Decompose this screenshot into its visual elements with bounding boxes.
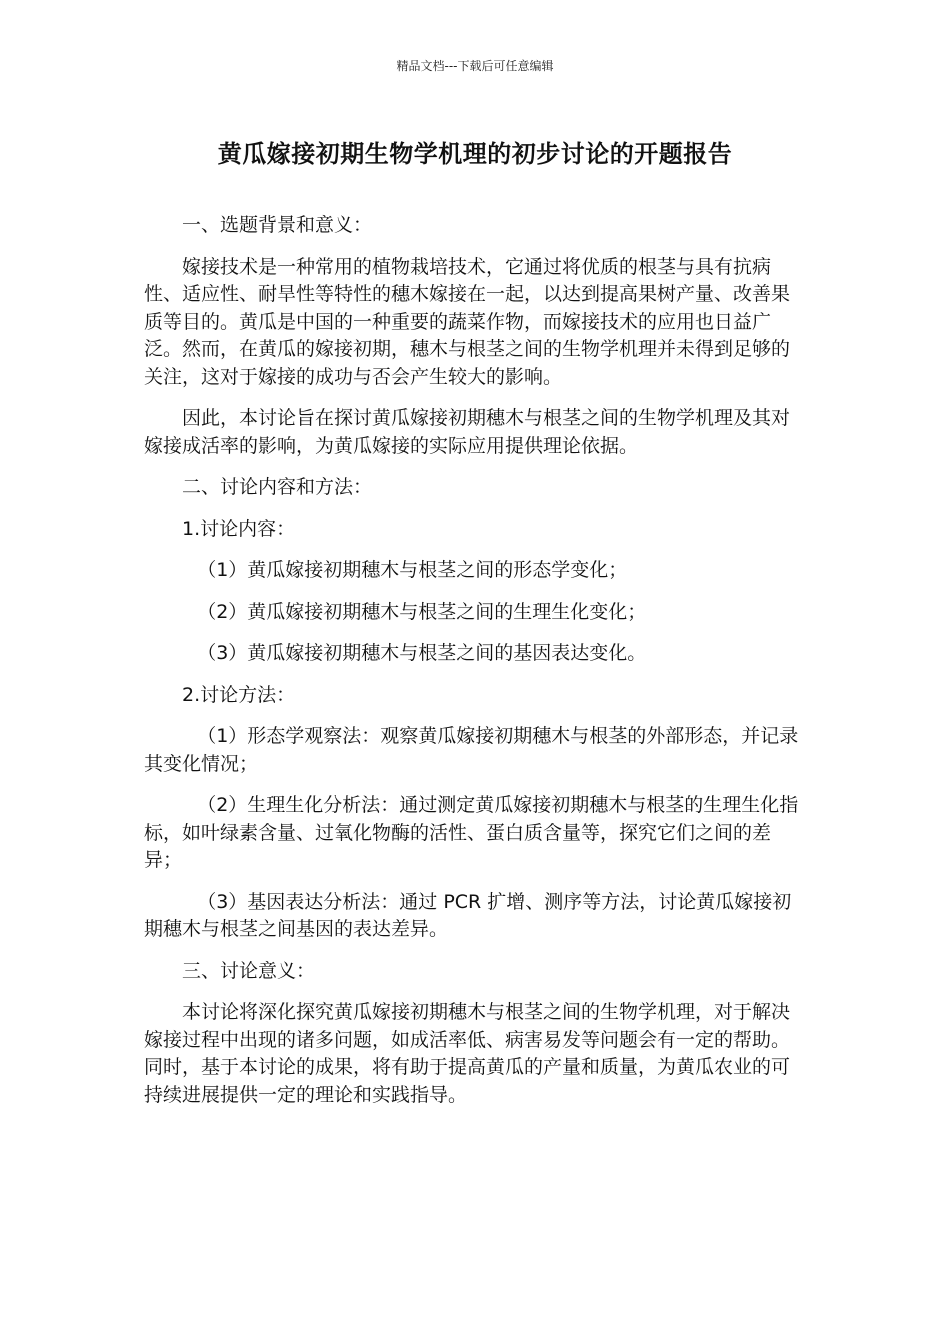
document-body — [144, 212, 806, 1123]
section-heading-background: 一、选题背景和意义： — [182, 214, 373, 236]
page-header: 精品文档---下载后可任意编辑 — [396, 59, 554, 73]
list-item-content-3: （3）黄瓜嫁接初期穗木与根茎之间的基因表达变化。 — [197, 642, 647, 664]
section-heading-significance: 三、讨论意义： — [182, 959, 316, 982]
paragraph-purpose: 因此，本讨论旨在探讨黄瓜嫁接初期穗木与根茎之间的生物学机理及其对嫁接成活率的影响，为黄瓜嫁接的实际应用提供理论依据。 — [144, 407, 791, 457]
list-item-content-2: （2）黄瓜嫁接初期穗木与根茎之间的生理生化变化； — [197, 600, 647, 623]
paragraph-background: 嫁接技术是一种常用的植物栽培技术，它通过将优质的根茎与具有抗病性、适应性、耐旱性等特性的穗木嫁接在一起，以达到提高果树产量、改善果质等目的。黄瓜是中国的一种重要的蔬菜作物，而嫁接技术的应用也日益广泛。然而，在黄瓜的嫁接初期，穗木与根茎之间的生物学机理并未得到足够的关注，这对于嫁接的成功与否会产生较大的影响。 — [144, 255, 791, 388]
list-item-method-2: （2）生理生化分析法：通过测定黄瓜嫁接初期穗木与根茎的生理生化指标，如叶绿素含量、过氧化物酶的活性、蛋白质含量等，探究它们之间的差异； — [144, 794, 799, 871]
list-item-method-3: （3）基因表达分析法：通过 PCR 扩增、测序等方法，讨论黄瓜嫁接初期穗木与根茎之间基因的表达差异。 — [144, 890, 792, 940]
subheading-methods: 2.讨论方法： — [182, 683, 296, 706]
list-item-method-1: （1）形态学观察法：观察黄瓜嫁接初期穗木与根茎的外部形态，并记录其变化情况； — [144, 725, 799, 775]
subheading-content: 1.讨论内容： — [182, 517, 296, 540]
document-title: 黄瓜嫁接初期生物学机理的初步讨论的开题报告 — [217, 140, 733, 168]
section-heading-content-methods: 二、讨论内容和方法： — [182, 476, 373, 498]
paragraph-significance: 本讨论将深化探究黄瓜嫁接初期穗木与根茎之间的生物学机理，对于解决嫁接过程中出现的诸多问题，如成活率低、病害易发等问题会有一定的帮助。同时，基于本讨论的成果，将有助于提高黄瓜的产量和质量，为黄瓜农业的可持续进展提供一定的理论和实践指导。 — [144, 1001, 791, 1106]
list-item-content-1: （1）黄瓜嫁接初期穗木与根茎之间的形态学变化； — [197, 559, 628, 581]
